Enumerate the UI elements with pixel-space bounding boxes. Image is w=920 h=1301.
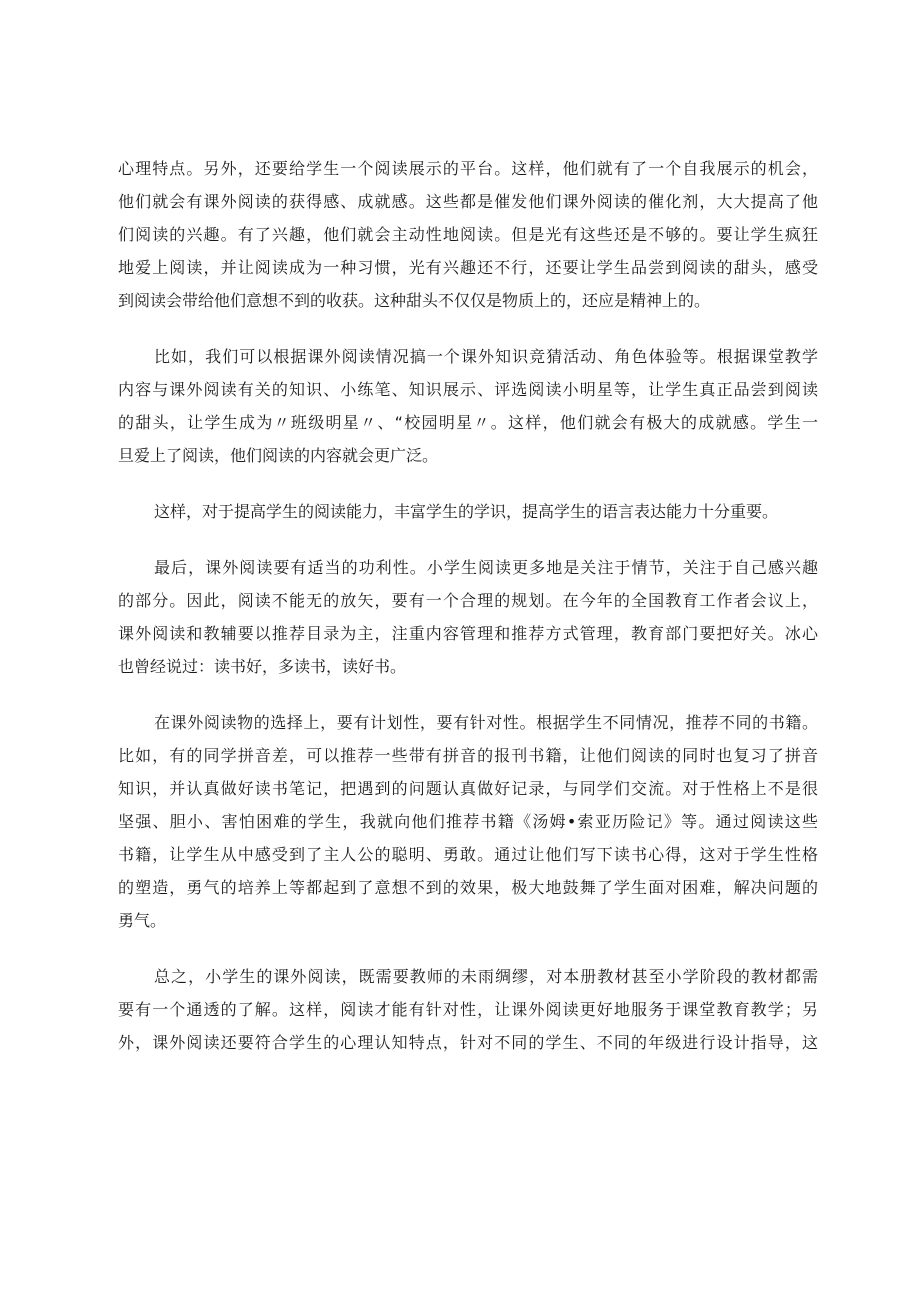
paragraph-5	[118, 706, 818, 937]
text-line: 比如，我们可以根据课外阅读情况搞一个课外知识竞猜活动、角色体验等。根据课堂教学	[154, 347, 818, 366]
text-line: 知识，并认真做好读书笔记，把遇到的问题认真做好记录，与同学们交流。对于性格上不是很	[118, 779, 818, 798]
text-line: 总之，小学生的课外阅读，既需要教师的未雨绸缪，对本册教材甚至小学阶段的教材都需	[154, 967, 818, 986]
text-line: 最后，课外阅读要有适当的功利性。小学生阅读更多地是关注于情节，关注于自己感兴趣	[154, 558, 818, 577]
text-line: 的塑造，勇气的培养上等都起到了意想不到的效果，极大地鼓舞了学生面对困难，解决问题的	[118, 878, 818, 897]
text-line: 勇气。	[118, 911, 167, 930]
text-line: 在课外阅读物的选择上，要有计划性，要有针对性。根据学生不同情况，推荐不同的书籍。	[154, 713, 818, 732]
text-line: 心理特点。另外，还要给学生一个阅读展示的平台。这样，他们就有了一个自我展示的机会，	[118, 159, 818, 178]
text-line: 旦爱上了阅读，他们阅读的内容就会更广泛。	[118, 446, 439, 465]
paragraph-2	[118, 340, 818, 472]
text-line: 到阅读会带给他们意想不到的收获。这种甜头不仅仅是物质上的，还应是精神上的。	[118, 291, 711, 310]
text-line: 这样，对于提高学生的阅读能力，丰富学生的学识，提高学生的语言表达能力十分重要。	[154, 502, 779, 521]
text-line: 地爱上阅读，并让阅读成为一种习惯，光有兴趣还不行，还要让学生品尝到阅读的甜头，感受	[118, 258, 818, 277]
text-line: 外，课外阅读还要符合学生的心理认知特点，针对不同的学生、不同的年级进行设计指导，这	[118, 1033, 818, 1052]
text-line: 要有一个通透的了解。这样，阅读才能有针对性，让课外阅读更好地服务于课堂教育教学；另	[118, 1000, 818, 1019]
text-line: 比如，有的同学拼音差，可以推荐一些带有拼音的报刊书籍，让他们阅读的同时也复习了拼音	[118, 746, 818, 765]
text-line: 坚强、胆小、害怕困难的学生，我就向他们推荐书籍《汤姆•索亚历险记》等。通过阅读这些	[118, 812, 818, 831]
text-line: 书籍，让学生从中感受到了主人公的聪明、勇敢。通过让他们写下读书心得，这对于学生性格	[118, 845, 818, 864]
text-line: 也曾经说过：读书好，多读书，读好书。	[118, 657, 407, 676]
text-line: 们阅读的兴趣。有了兴趣，他们就会主动性地阅读。但是光有这些还是不够的。要让学生疯狂	[118, 225, 818, 244]
text-line: 他们就会有课外阅读的获得感、成就感。这些都是催发他们课外阅读的催化剂，大大提高了他	[118, 192, 818, 211]
text-line: 内容与课外阅读有关的知识、小练笔、知识展示、评选阅读小明星等，让学生真正品尝到阅读	[118, 380, 818, 399]
paragraph-3	[118, 495, 818, 528]
text-line: 课外阅读和教辅要以推荐目录为主，注重内容管理和推荐方式管理，教育部门要把好关。冰心	[118, 624, 818, 643]
document-body	[118, 152, 818, 1082]
paragraph-6	[118, 960, 818, 1059]
text-line: 的部分。因此，阅读不能无的放矢，要有一个合理的规划。在今年的全国教育工作者会议上，	[118, 591, 818, 610]
text-line: 的甜头，让学生成为〃班级明星〃、“校园明星〃。这样，他们就会有极大的成就感。学生一	[118, 413, 818, 432]
paragraph-4	[118, 551, 818, 683]
paragraph-1	[118, 152, 818, 317]
